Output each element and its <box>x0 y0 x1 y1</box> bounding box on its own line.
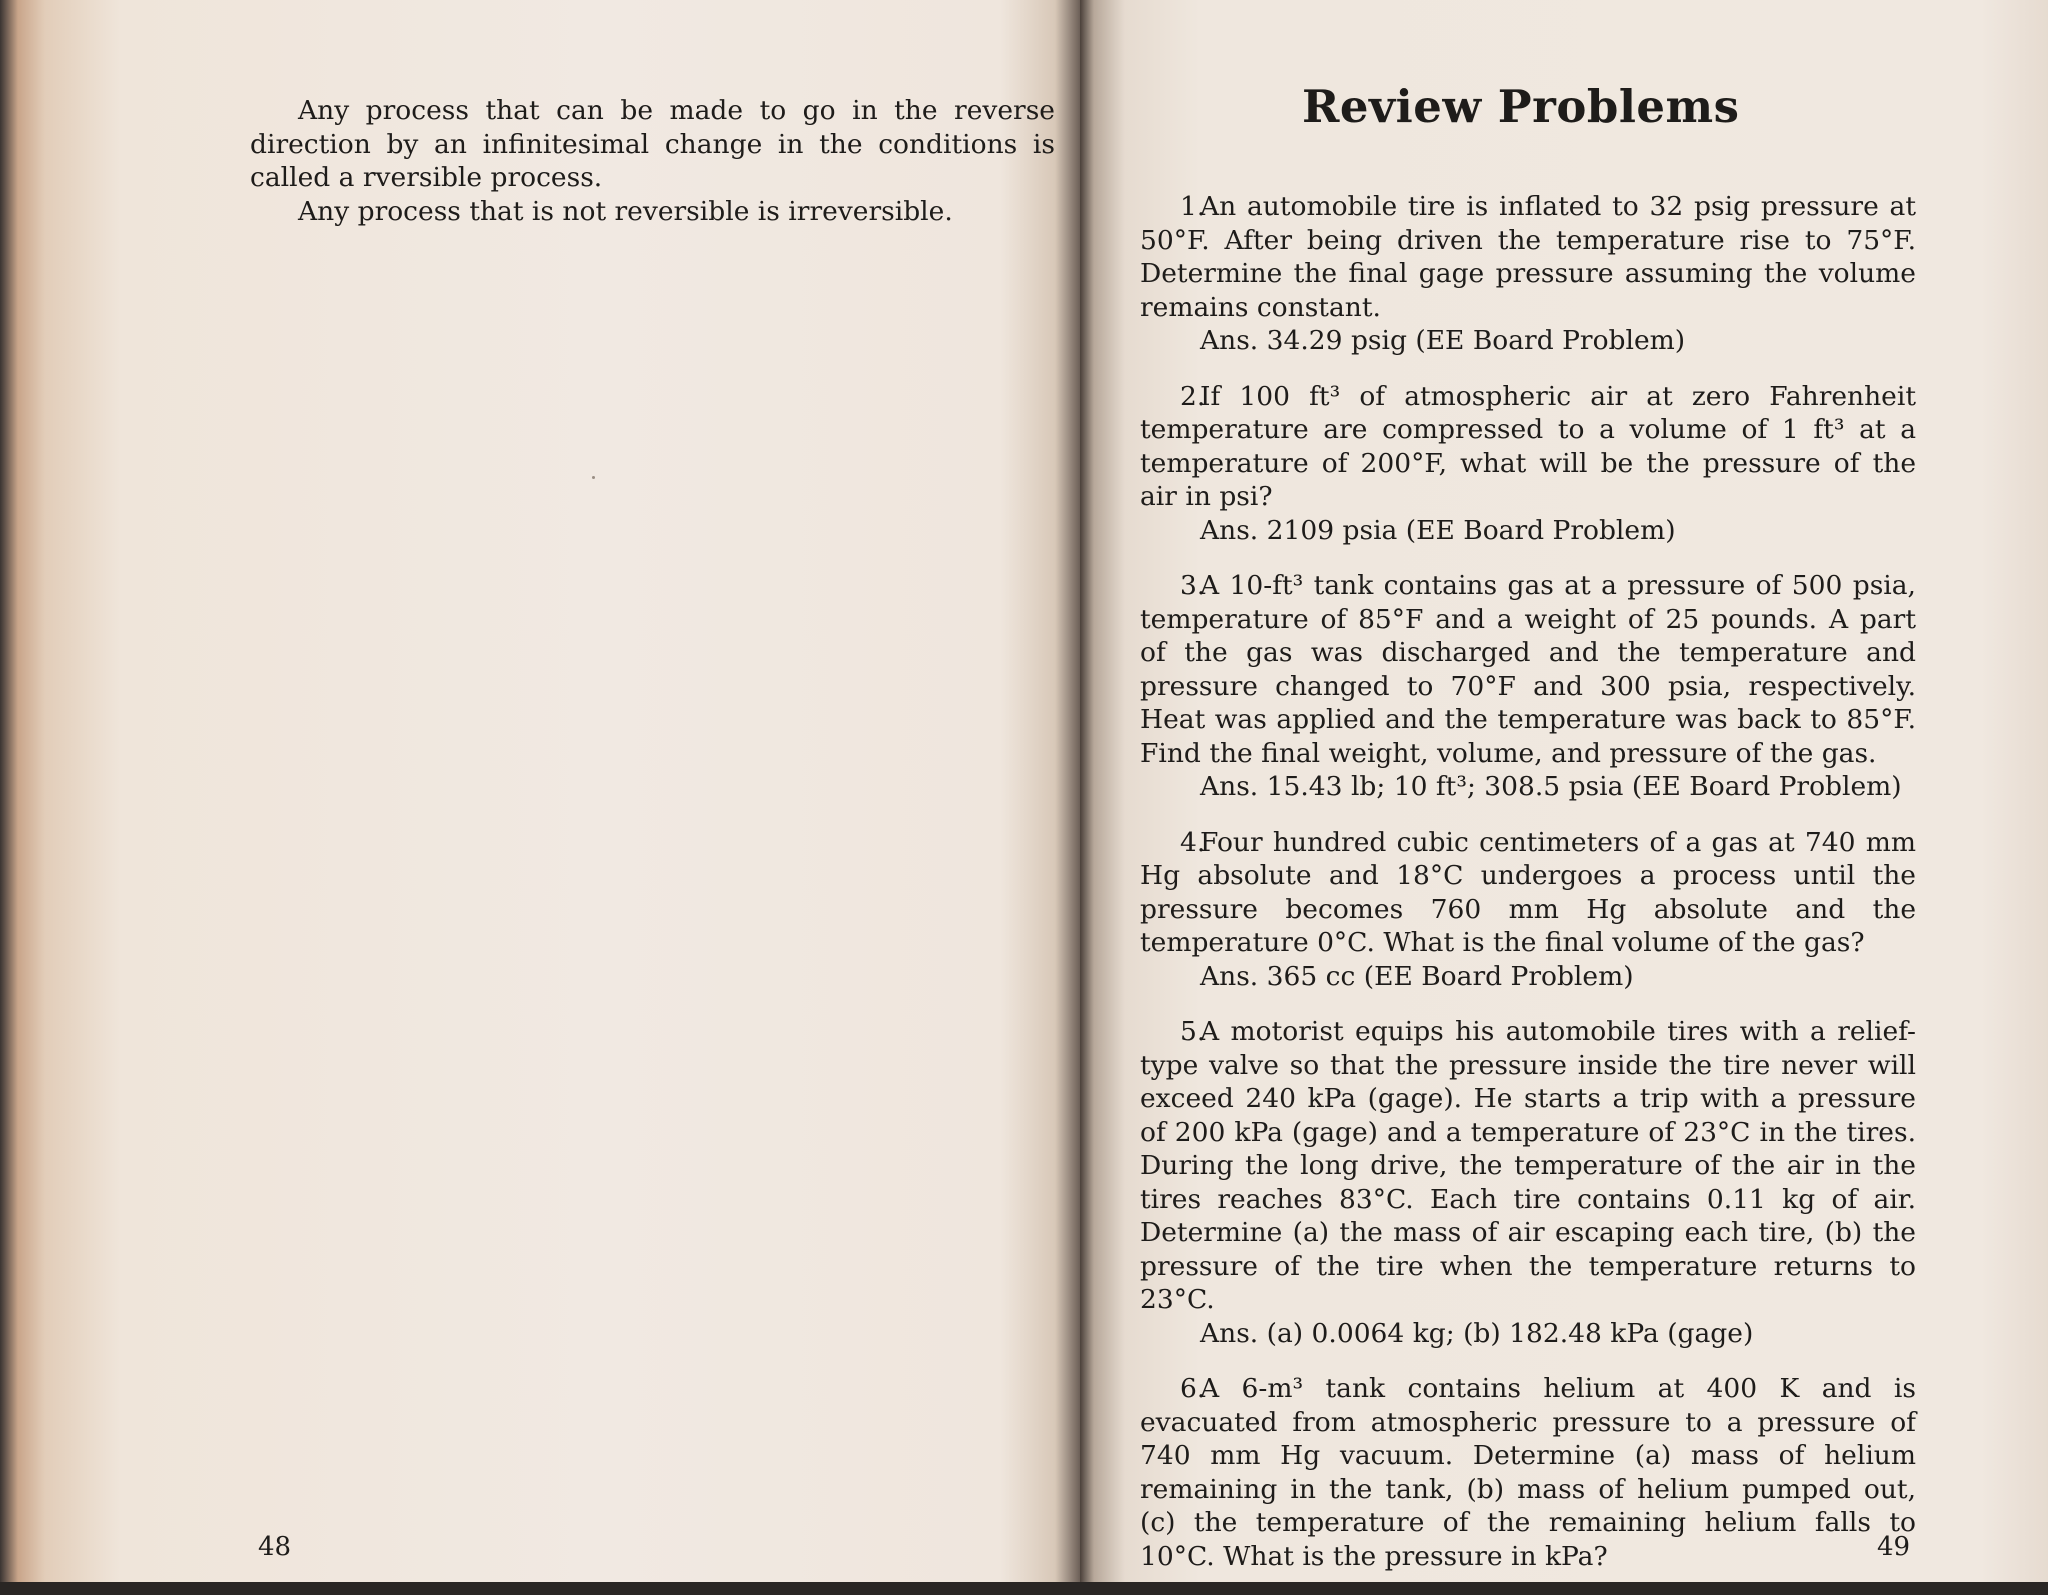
left-page-text <box>250 94 1055 228</box>
problem-text: An automobile tire is inflated to 32 psig pressure at 50°F. After being driven the temperature rise to 75°F. Determine the final gage pressure assuming the volume remains constant. <box>1140 191 1916 323</box>
problem-text: A 10-ft³ tank contains gas at a pressure of 500 psia, temperature of 85°F and a weight of 25 pounds. A part of the gas was discharged and the temperature and pressure changed to 70°F and 300 psia, respectively. Heat was applied and the temperature was back to 85°F. Find the final weight, volume, and pressure of the gas. <box>1140 570 1916 769</box>
review-problems-list <box>1140 190 1916 1595</box>
problem-answer: Ans. 34.29 psig (EE Board Problem) <box>1200 325 1686 356</box>
problem-text: Four hundred cubic centimeters of a gas at 740 mm Hg absolute and 18°C undergoes a process until the pressure becomes 760 mm Hg absolute and the temperature 0°C. What is the final volume of the gas? <box>1140 826 1916 958</box>
problem-number: 3. <box>1180 570 1206 601</box>
problem-text: A 6-m³ tank contains helium at 400 K and is evacuated from atmospheric pressure to a pressure of 740 mm Hg vacuum. Determine (a) mass of helium remaining in the tank, (b) mass of helium pumped out, (c) the temperature of the remaining helium falls to 10°C. What is the pressure in kPa? <box>1140 1373 1916 1572</box>
problem-item <box>1140 826 1916 994</box>
problem-answer: Ans. (a) 0.0064 kg; (b) 182.48 kPa (gage) <box>1200 1317 1754 1349</box>
problem-number: 4. <box>1180 826 1206 858</box>
page-number-right: 49 <box>1877 1532 1911 1562</box>
paragraph-reversible-definition: Any process that can be made to go in the reverse direction by an infinitesimal change in the conditions is called a rversible process. <box>250 95 1055 193</box>
page-number-left: 48 <box>258 1532 292 1562</box>
problem-item <box>1140 190 1916 358</box>
problem-number: 5. <box>1180 1016 1206 1047</box>
paragraph-irreversible-definition: Any process that is not reversible is irreversible. <box>298 195 953 227</box>
problem-number: 1. <box>1180 191 1206 222</box>
problem-answer: Ans. 15.43 lb; 10 ft³; 308.5 psia (EE Board Problem) <box>1200 771 1902 802</box>
problem-item <box>1140 569 1916 804</box>
problem-text: A motorist equips his automobile tires with a relief-type valve so that the pressure inside the tire never will exceed 240 kPa (gage). He starts a trip with a pressure of 200 kPa (gage) and a temperature of 23°C in the tires. During the long drive, the temperature of the air in the tires reaches 83°C. Each tire contains 0.11 kg of air. Determine (a) the mass of air escaping each tire, (b) the pressure of the tire when the temperature returns to 23°C. <box>1140 1016 1916 1315</box>
problem-text: If 100 ft³ of atmospheric air at zero Fahrenheit temperature are compressed to a volume of 1 ft³ at a temperature of 200°F, what will be the pressure of the air in psi? <box>1140 380 1916 512</box>
page-title: Review Problems <box>1302 80 1740 133</box>
paper-speck <box>592 476 595 479</box>
problem-answer: Ans. 2109 psia (EE Board Problem) <box>1200 514 1676 546</box>
problem-item <box>1140 1372 1916 1573</box>
problem-item <box>1140 1015 1916 1350</box>
problem-answer: Ans. 365 cc (EE Board Problem) <box>1200 960 1634 992</box>
problem-number: 2. <box>1180 380 1206 412</box>
problem-number: 6. <box>1180 1373 1206 1404</box>
problem-item <box>1140 380 1916 548</box>
